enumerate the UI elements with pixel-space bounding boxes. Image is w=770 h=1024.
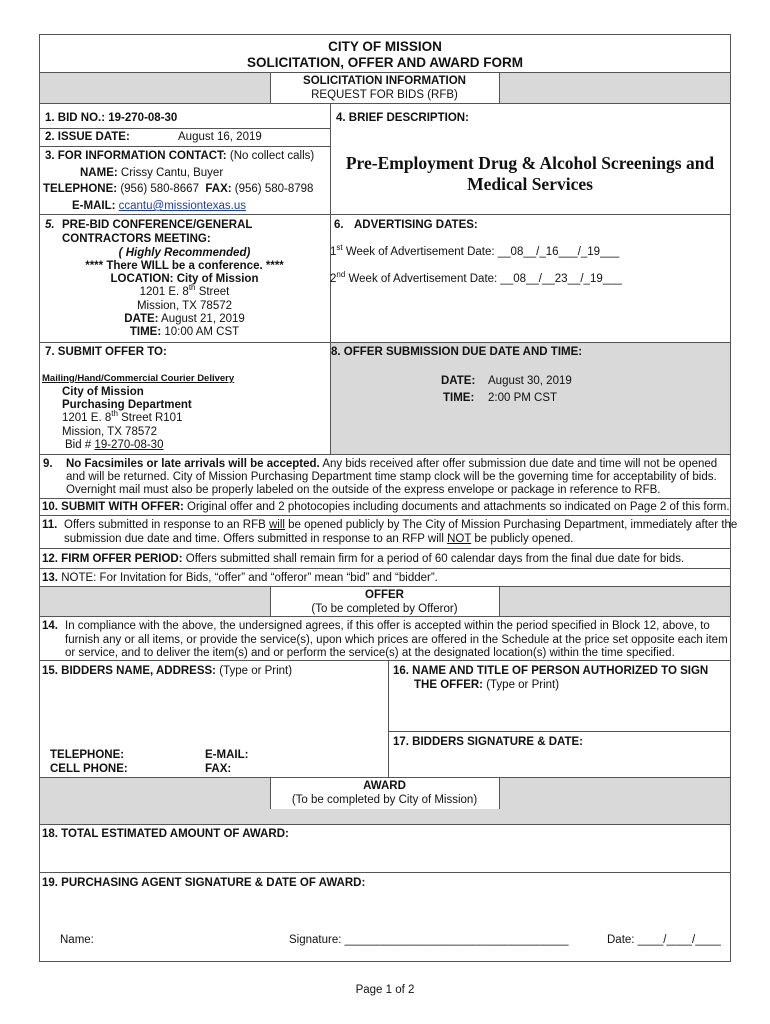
fax-label: FAX: bbox=[205, 763, 232, 775]
frame-bottom bbox=[39, 961, 731, 962]
rule bbox=[39, 498, 731, 499]
block12: 12. FIRM OFFER PERIOD: Offers submitted shall remain firm for a period of 60 calendar days from the final due date for bids. bbox=[42, 553, 685, 565]
block14-line3: or service, and to deliver the item(s) and or perform the service(s) at the designated location(s) within the time specified. bbox=[65, 647, 675, 659]
header-gray-left bbox=[40, 72, 270, 103]
section-subtitle: REQUEST FOR BIDS (RFB) bbox=[311, 89, 458, 101]
authorized-person-label2: THE OFFER: (Type or Print) bbox=[414, 679, 560, 691]
offer-gray-left bbox=[40, 587, 270, 616]
block9-line3: Overnight mail must also be properly labeled on the outside of the express envelope or package in reference to RFB. bbox=[66, 484, 661, 496]
due-date-label: 8. OFFER SUBMISSION DUE DATE AND TIME: bbox=[331, 346, 583, 358]
rule bbox=[39, 777, 731, 778]
vrule bbox=[499, 778, 500, 809]
brief-description-label: 4. BRIEF DESCRIPTION: bbox=[336, 112, 469, 124]
purchasing-agent-label: 19. PURCHASING AGENT SIGNATURE & DATE OF AWARD: bbox=[42, 877, 366, 889]
block9-line2: and will be returned. City of Mission Purchasing Department time stamp clock will be the governing time for acceptability of bids. bbox=[66, 471, 717, 483]
offer-subtitle: (To be completed by Offeror) bbox=[311, 603, 458, 615]
form-subtitle: SOLICITATION, OFFER AND AWARD FORM bbox=[247, 55, 523, 70]
email-link[interactable]: ccantu@missiontexas.us bbox=[118, 200, 247, 212]
block11-number: 11. bbox=[42, 519, 58, 531]
rule bbox=[39, 616, 731, 617]
advertising-date-1: 1st Week of Advertisement Date: __08__/_16___/_19___ bbox=[330, 243, 620, 258]
form-title: CITY OF MISSION bbox=[328, 39, 442, 54]
rule bbox=[39, 568, 731, 569]
authorized-person-field[interactable] bbox=[392, 694, 726, 728]
frame-top bbox=[39, 34, 731, 35]
submit-org1: City of Mission bbox=[62, 386, 144, 398]
bidders-signature-label: 17. BIDDERS SIGNATURE & DATE: bbox=[393, 736, 583, 748]
due-date-value: August 30, 2019 bbox=[488, 375, 572, 387]
submit-bid-number: Bid # 19-270-08-30 bbox=[65, 439, 164, 451]
contact-heading: 3. FOR INFORMATION CONTACT: (No collect calls) bbox=[45, 150, 315, 162]
contact-name: NAME: Crissy Cantu, Buyer bbox=[80, 167, 224, 179]
submit-org2: Purchasing Department bbox=[62, 399, 192, 411]
prebid-location: LOCATION: City of Mission bbox=[110, 273, 259, 285]
bidders-signature-field[interactable] bbox=[392, 750, 726, 774]
due-time-value: 2:00 PM CST bbox=[488, 392, 558, 404]
prebid-label2: CONTRACTORS MEETING: bbox=[62, 233, 211, 245]
award-gray-strip bbox=[40, 809, 730, 824]
submit-street: 1201 E. 8th Street R101 bbox=[62, 409, 183, 424]
rule bbox=[39, 214, 731, 215]
block11-line1: Offers submitted in response to an RFB will be opened publicly by The City of Mission Purchasing Department, immediately after the bbox=[64, 519, 738, 531]
agent-signature-line[interactable]: Signature: ___________________________________ bbox=[289, 934, 569, 946]
block14-line2: furnish any or all items, or provide the service(s), upon which prices are offered in the Schedule at the price set opposite each item bbox=[65, 634, 728, 646]
prebid-street: 1201 E. 8th Street bbox=[139, 283, 230, 298]
header-gray-right bbox=[499, 72, 730, 103]
block11-line2: submission due date and time. Offers submitted in response to an RFP will NOT be publicly opened. bbox=[64, 533, 574, 545]
rule bbox=[39, 548, 731, 549]
award-subtitle: (To be completed by City of Mission) bbox=[291, 794, 478, 806]
email-label: E-MAIL: bbox=[205, 749, 249, 761]
section-title: SOLICITATION INFORMATION bbox=[303, 75, 466, 87]
rule bbox=[39, 342, 731, 343]
rule bbox=[39, 872, 731, 873]
offer-title: OFFER bbox=[365, 589, 404, 601]
total-award-label: 18. TOTAL ESTIMATED AMOUNT OF AWARD: bbox=[42, 828, 289, 840]
rule bbox=[39, 586, 731, 587]
block9-line1: No Facsimiles or late arrivals will be accepted. Any bids received after offer submission due date and time will not be opened bbox=[66, 458, 718, 470]
award-gray-left bbox=[40, 778, 270, 809]
prebid-time: TIME: 10:00 AM CST bbox=[129, 326, 240, 338]
brief-description-line2: Medical Services bbox=[467, 174, 593, 194]
prebid-city: Mission, TX 78572 bbox=[136, 300, 233, 312]
block5-number: 5. bbox=[45, 219, 55, 231]
vrule bbox=[499, 587, 500, 616]
prebid-label1: PRE-BID CONFERENCE/GENERAL bbox=[62, 219, 253, 231]
total-award-field[interactable] bbox=[44, 843, 726, 869]
prebid-recommended: ( Highly Recommended) bbox=[118, 247, 251, 259]
bid-number: 1. BID NO.: 19-270-08-30 bbox=[45, 112, 178, 124]
prebid-conference: **** There WILL be a conference. **** bbox=[85, 260, 284, 272]
rule bbox=[39, 103, 731, 104]
rule bbox=[39, 454, 731, 455]
vrule bbox=[388, 660, 389, 777]
cell-phone-label: CELL PHONE: bbox=[50, 763, 128, 775]
block14-line1: In compliance with the above, the undersigned agrees, if this offer is accepted within the period specified in Block 12, above, to bbox=[65, 620, 710, 632]
authorized-person-label1: 16. NAME AND TITLE OF PERSON AUTHORIZED TO SIGN bbox=[393, 665, 709, 677]
rule bbox=[39, 515, 731, 516]
advertising-date-2: 2nd Week of Advertisement Date: __08__/__23__/_19___ bbox=[330, 270, 622, 285]
award-gray-right bbox=[499, 778, 730, 809]
rule bbox=[39, 72, 731, 73]
contact-email: E-MAIL: ccantu@missiontexas.us bbox=[72, 200, 247, 212]
advertising-dates-label: ADVERTISING DATES: bbox=[354, 219, 478, 231]
agent-date-line[interactable]: Date: ____/____/____ bbox=[607, 934, 721, 946]
offer-gray-right bbox=[499, 587, 730, 616]
due-time-key: TIME: bbox=[443, 392, 475, 404]
rule bbox=[388, 731, 731, 732]
brief-description-line1: Pre-Employment Drug & Alcohol Screenings and bbox=[345, 153, 715, 173]
rule bbox=[39, 824, 731, 825]
vrule bbox=[499, 72, 500, 103]
submit-offer-label: 7. SUBMIT OFFER TO: bbox=[45, 346, 167, 358]
submit-city: Mission, TX 78572 bbox=[62, 426, 158, 438]
block13: 13. NOTE: For Invitation for Bids, “offer” and “offeror” mean “bid” and “bidder”. bbox=[42, 572, 438, 584]
agent-name-label: Name: bbox=[60, 934, 94, 946]
issue-date-value: August 16, 2019 bbox=[178, 131, 262, 143]
contact-phone-fax: TELEPHONE: (956) 580-8667 FAX: (956) 580-8798 bbox=[43, 183, 314, 195]
due-date-key: DATE: bbox=[441, 375, 476, 387]
rule bbox=[39, 146, 330, 147]
delivery-method: Mailing/Hand/Commercial Courier Delivery bbox=[42, 373, 235, 384]
bidders-name-label: 15. BIDDERS NAME, ADDRESS: (Type or Print) bbox=[42, 665, 293, 677]
block9-number: 9. bbox=[43, 458, 53, 470]
page-number: Page 1 of 2 bbox=[355, 984, 415, 996]
block6-number: 6. bbox=[334, 219, 344, 231]
rule bbox=[39, 660, 731, 661]
block10: 10. SUBMIT WITH OFFER: Original offer and 2 photocopies including documents and attachments so indicated on Page 2 of this form. bbox=[42, 501, 730, 513]
bidders-name-field[interactable] bbox=[44, 680, 386, 742]
award-title: AWARD bbox=[363, 780, 406, 792]
telephone-label: TELEPHONE: bbox=[50, 749, 125, 761]
rule bbox=[39, 128, 330, 129]
issue-date-label: 2. ISSUE DATE: bbox=[45, 131, 130, 143]
block14-number: 14. bbox=[42, 620, 58, 632]
prebid-date: DATE: August 21, 2019 bbox=[124, 313, 245, 325]
